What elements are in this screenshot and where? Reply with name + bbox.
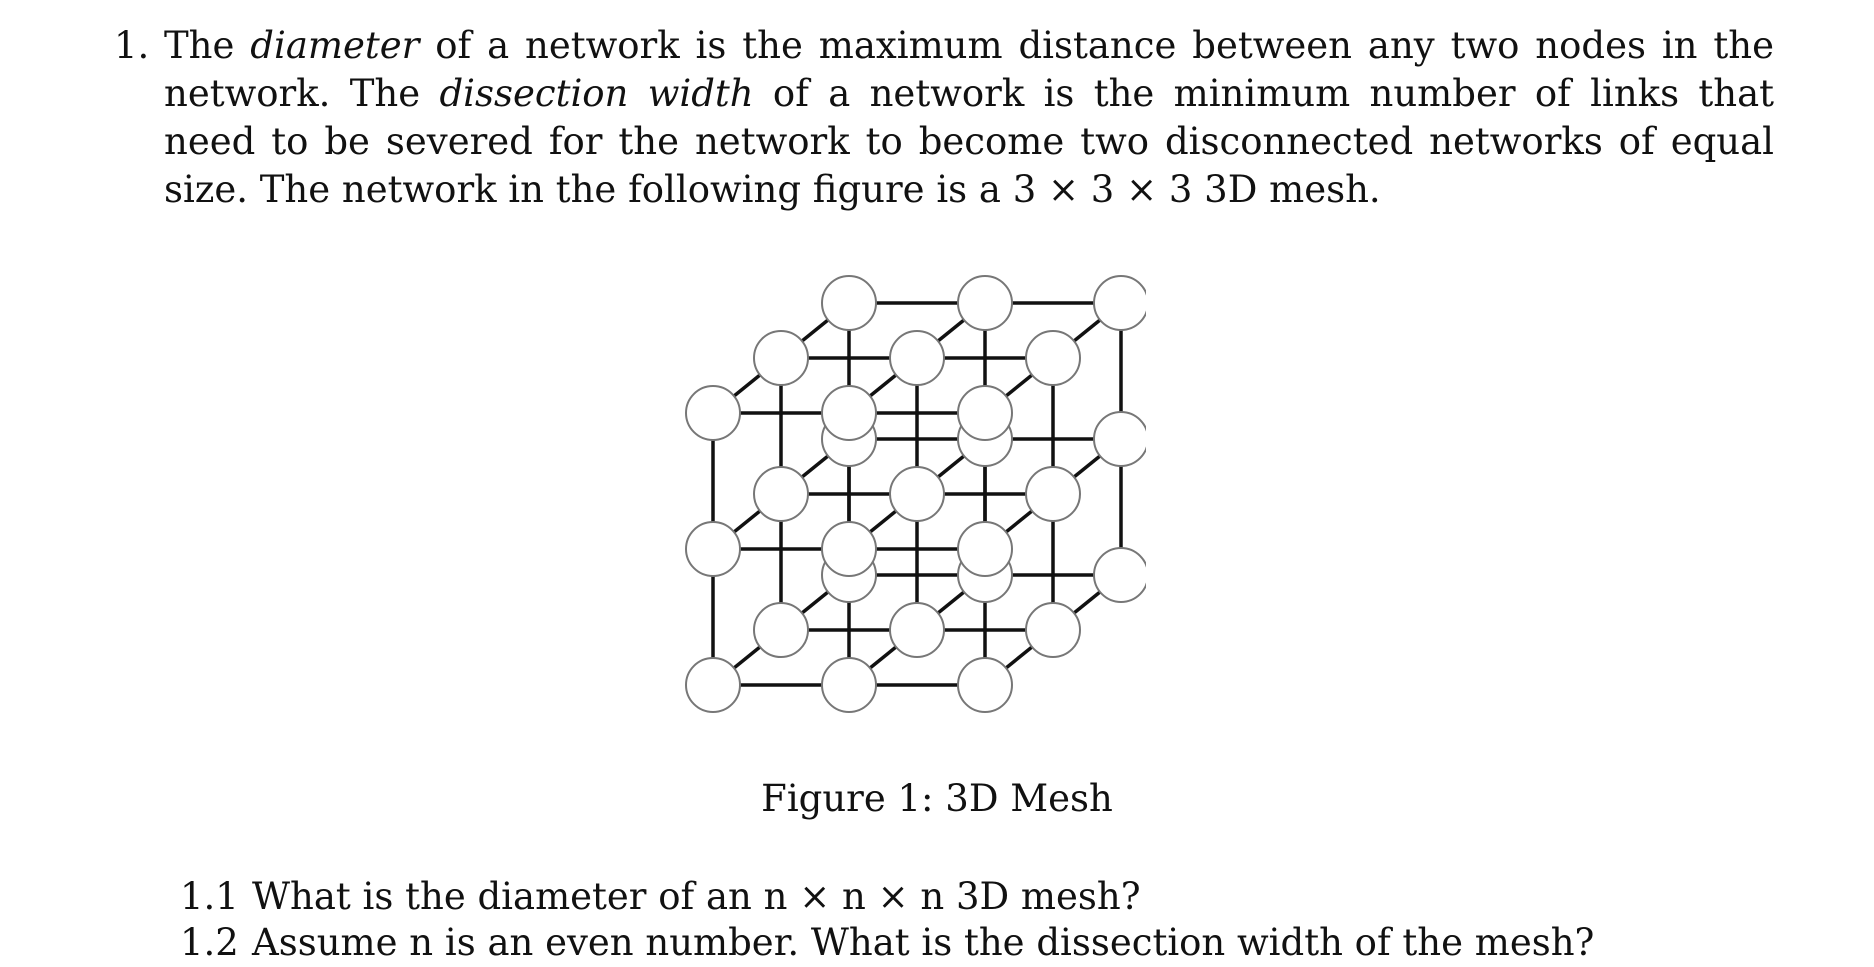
mesh-node-0-1-0 <box>686 522 740 576</box>
term-diameter: diameter <box>250 24 420 67</box>
subquestion-2-text: Assume n is an even number. What is the dissection width of the mesh? <box>252 921 1595 964</box>
mesh-node-2-2-2 <box>1094 276 1146 330</box>
mesh-node-0-1-1 <box>754 467 808 521</box>
problem-statement <box>164 22 1774 214</box>
mesh-node-2-0-1 <box>1026 603 1080 657</box>
mesh-node-1-2-1 <box>890 331 944 385</box>
mesh-node-0-0-0 <box>686 658 740 712</box>
subquestion-2-number: 1.2 <box>180 921 239 964</box>
mesh-node-1-2-0 <box>822 386 876 440</box>
mesh-node-2-0-0 <box>958 658 1012 712</box>
mesh-node-2-0-2 <box>1094 548 1146 602</box>
mesh-node-1-0-1 <box>890 603 944 657</box>
mesh-node-0-2-1 <box>754 331 808 385</box>
mesh-node-0-2-0 <box>686 386 740 440</box>
subquestion-1-text: What is the diameter of an n × n × n 3D mesh? <box>252 875 1141 918</box>
statement-part-1: The <box>164 24 251 67</box>
mesh-node-2-2-0 <box>958 386 1012 440</box>
mesh-diagram <box>676 258 1146 728</box>
figure-caption: Figure 1: 3D Mesh <box>761 777 1113 820</box>
subquestion-1 <box>180 873 1141 921</box>
mesh-node-1-1-1 <box>890 467 944 521</box>
mesh-figure <box>676 258 1146 728</box>
subquestion-1-number: 1.1 <box>180 875 239 918</box>
statement-part-3: of a network is the minimum number of links that need to be severed for the network to become two disconnected networks of equal size. The network in the following figure is a 3 × 3 × 3 3D mesh. <box>164 72 1774 211</box>
problem-number: 1. <box>114 24 150 67</box>
mesh-node-2-1-2 <box>1094 412 1146 466</box>
mesh-node-0-0-1 <box>754 603 808 657</box>
mesh-node-2-1-0 <box>958 522 1012 576</box>
mesh-node-1-1-0 <box>822 522 876 576</box>
mesh-node-2-1-1 <box>1026 467 1080 521</box>
mesh-nodes <box>686 276 1146 712</box>
mesh-node-2-2-1 <box>1026 331 1080 385</box>
mesh-node-1-2-2 <box>958 276 1012 330</box>
statement-part-2: of a network is the maximum distance between any two nodes in the network. The <box>164 24 1774 115</box>
term-dissection-width: dissection width <box>439 72 754 115</box>
mesh-node-0-2-2 <box>822 276 876 330</box>
mesh-node-1-0-0 <box>822 658 876 712</box>
